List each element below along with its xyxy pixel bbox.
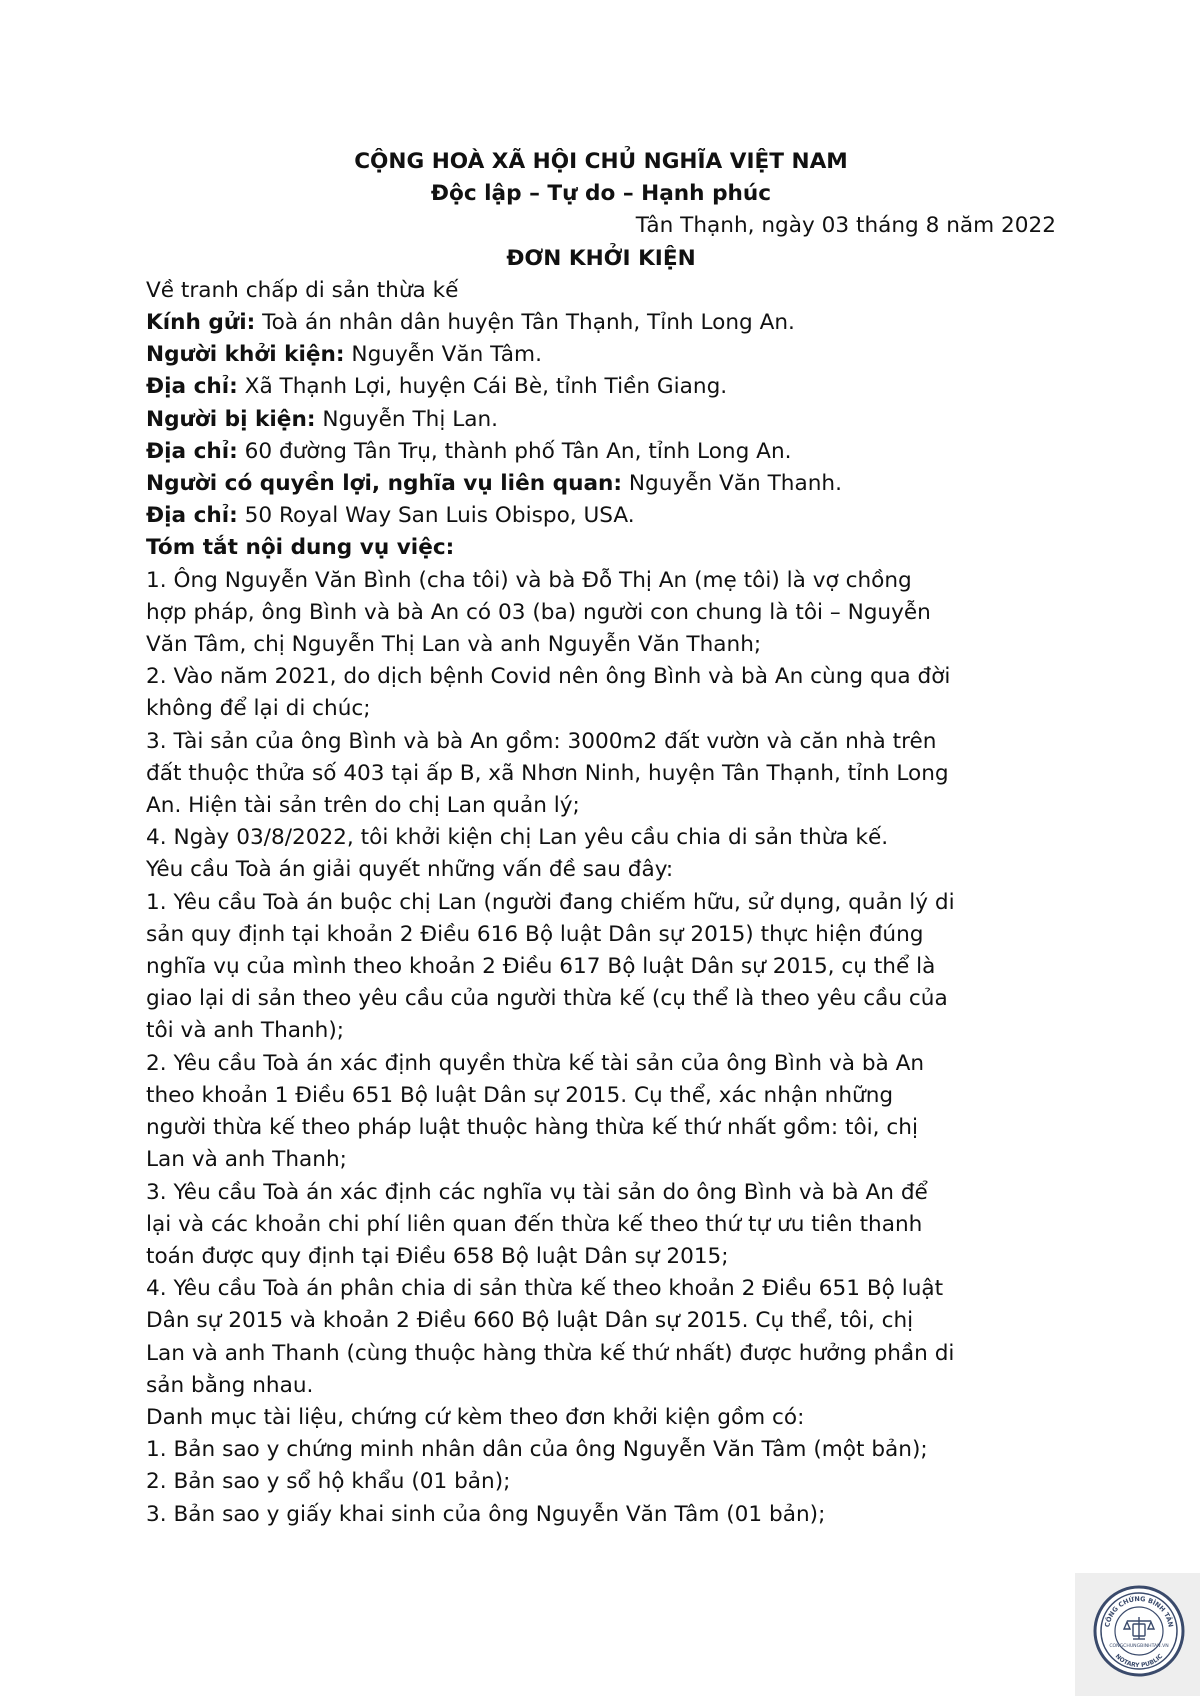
summary-line: không để lại di chúc; (146, 696, 371, 722)
party-line (146, 436, 1056, 468)
party-value: Xã Thạnh Lợi, huyện Cái Bè, tỉnh Tiền Giang. (237, 374, 728, 400)
summary-section (146, 565, 1056, 855)
subject-line: Về tranh chấp di sản thừa kế (146, 277, 459, 303)
request-line: theo khoản 1 Điều 651 Bộ luật Dân sự 2015. Cụ thể, xác nhận những (146, 1082, 894, 1108)
request-line: lại và các khoản chi phí liên quan đến thừa kế theo thứ tự ưu tiên thanh (146, 1211, 923, 1237)
party-line (146, 339, 1056, 371)
place-date: Tân Thạnh, ngày 03 tháng 8 năm 2022 (635, 213, 1056, 239)
seal-bottom-text: NOTARY PUBLIC (1113, 1652, 1165, 1670)
party-label: Kính gửi: (146, 310, 256, 336)
party-value: Nguyễn Văn Tâm. (344, 342, 542, 368)
party-label: Người bị kiện: (146, 406, 316, 432)
request-line: người thừa kế theo pháp luật thuộc hàng thừa kế thứ nhất gồm: tôi, chị (146, 1115, 918, 1141)
party-label: Địa chỉ: (146, 503, 238, 529)
party-label: Người có quyền lợi, nghĩa vụ liên quan: (146, 471, 623, 497)
request-line: tôi và anh Thanh); (146, 1018, 345, 1044)
party-line (146, 468, 1056, 500)
party-line (146, 500, 1056, 532)
request-line: 4. Yêu cầu Toà án phân chia di sản thừa kế theo khoản 2 Điều 651 Bộ luật (146, 1276, 944, 1302)
request-line: Lan và anh Thanh; (146, 1147, 347, 1173)
summary-line: hợp pháp, ông Bình và bà An có 03 (ba) người con chung là tôi – Nguyễn (146, 599, 931, 625)
document-body (146, 146, 1056, 1531)
request-line: sản bằng nhau. (146, 1372, 314, 1398)
party-value: 60 đường Tân Trụ, thành phố Tân An, tỉnh Long An. (237, 438, 792, 464)
party-value: 50 Royal Way San Luis Obispo, USA. (237, 503, 635, 529)
document-item: 2. Bản sao y sổ hộ khẩu (01 bản); (146, 1469, 511, 1495)
party-line (146, 307, 1056, 339)
summary-line: 2. Vào năm 2021, do dịch bệnh Covid nên ông Bình và bà An cùng qua đời (146, 664, 951, 690)
nation-heading: CỘNG HOÀ XÃ HỘI CHỦ NGHĨA VIỆT NAM (354, 149, 848, 174)
summary-line: đất thuộc thửa số 403 tại ấp B, xã Nhơn Ninh, huyện Tân Thạnh, tỉnh Long (146, 760, 949, 786)
request-line: Lan và anh Thanh (cùng thuộc hàng thừa kế thứ nhất) được hưởng phần di (146, 1340, 955, 1366)
party-line (146, 371, 1056, 403)
request-line: 1. Yêu cầu Toà án buộc chị Lan (người đang chiếm hữu, sử dụng, quản lý di (146, 889, 955, 915)
document-item: 3. Bản sao y giấy khai sinh của ông Nguyễn Văn Tâm (01 bản); (146, 1501, 826, 1527)
seal-top-text: CÔNG CHỨNG BÌNH TÂN (1103, 1594, 1175, 1628)
seal-middle-text: CONGCHUNGBINHTAN.VN (1109, 1644, 1169, 1649)
request-line: toán được quy định tại Điều 658 Bộ luật Dân sự 2015; (146, 1243, 729, 1269)
request-line: sản quy định tại khoản 2 Điều 616 Bộ luật Dân sự 2015) thực hiện đúng (146, 921, 924, 947)
request-line: Dân sự 2015 và khoản 2 Điều 660 Bộ luật Dân sự 2015. Cụ thể, tôi, chị (146, 1308, 914, 1334)
party-label: Địa chỉ: (146, 374, 238, 400)
party-label: Người khởi kiện: (146, 342, 345, 368)
notary-seal-icon (1093, 1585, 1185, 1677)
party-value: Toà án nhân dân huyện Tân Thạnh, Tỉnh Long An. (255, 310, 795, 336)
summary-line: An. Hiện tài sản trên do chị Lan quản lý; (146, 793, 580, 819)
request-line: 3. Yêu cầu Toà án xác định các nghĩa vụ tài sản do ông Bình và bà An để (146, 1179, 928, 1205)
requests-section (146, 887, 1056, 1402)
documents-section (146, 1434, 1056, 1531)
summary-line: 3. Tài sản của ông Bình và bà An gồm: 3000m2 đất vườn và căn nhà trên (146, 728, 937, 754)
summary-heading: Tóm tắt nội dung vụ việc: (146, 535, 455, 561)
request-line: nghĩa vụ của mình theo khoản 2 Điều 617 Bộ luật Dân sự 2015, cụ thể là (146, 954, 936, 980)
request-line: giao lại di sản theo yêu cầu của người thừa kế (cụ thể là theo yêu cầu của (146, 986, 948, 1012)
documents-heading: Danh mục tài liệu, chứng cứ kèm theo đơn khởi kiện gồm có: (146, 1404, 805, 1430)
request-line: 2. Yêu cầu Toà án xác định quyền thừa kế tài sản của ông Bình và bà An (146, 1050, 925, 1076)
party-value: Nguyễn Văn Thanh. (622, 471, 842, 497)
motto: Độc lập – Tự do – Hạnh phúc (430, 181, 772, 207)
party-line (146, 404, 1056, 436)
summary-line: 1. Ông Nguyễn Văn Bình (cha tôi) và bà Đỗ Thị An (mẹ tôi) là vợ chồng (146, 567, 912, 593)
party-value: Nguyễn Thị Lan. (315, 406, 499, 432)
parties-section (146, 307, 1056, 532)
summary-line: 4. Ngày 03/8/2022, tôi khởi kiện chị Lan yêu cầu chia di sản thừa kế. (146, 825, 889, 851)
party-label: Địa chỉ: (146, 438, 238, 464)
summary-line: Văn Tâm, chị Nguyễn Thị Lan và anh Nguyễn Văn Thanh; (146, 632, 762, 658)
notary-seal-watermark (1075, 1573, 1200, 1696)
requests-heading: Yêu cầu Toà án giải quyết những vấn đề sau đây: (146, 857, 674, 883)
document-title: ĐƠN KHỞI KIỆN (506, 245, 696, 271)
document-item: 1. Bản sao y chứng minh nhân dân của ông Nguyễn Văn Tâm (một bản); (146, 1437, 928, 1463)
